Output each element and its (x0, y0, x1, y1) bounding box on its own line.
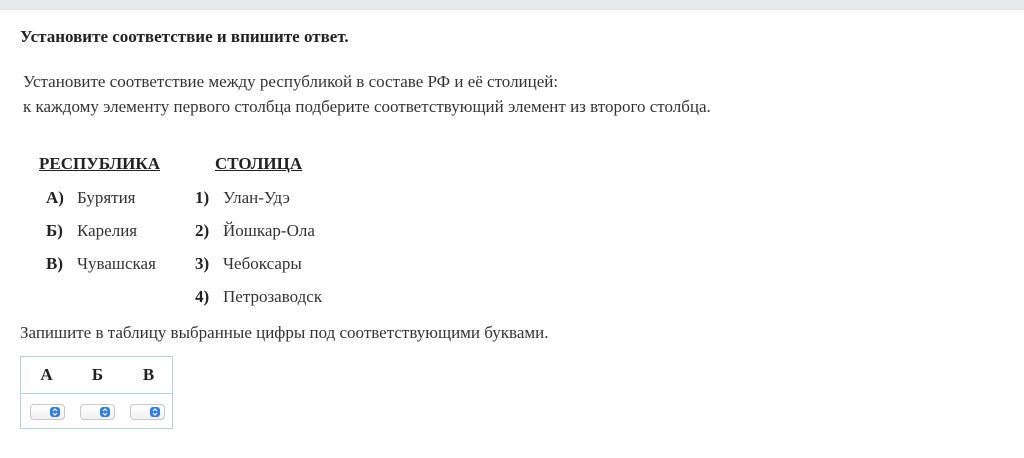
capital-item-4 (195, 287, 322, 307)
republic-item-v (46, 254, 156, 274)
task-header: Установите соответствие и впишите ответ. (20, 27, 349, 46)
republic-item-a (46, 188, 136, 208)
capital-name: Чебоксары (223, 254, 302, 273)
task-instruction (23, 69, 711, 119)
answer-header-v: В (142, 365, 155, 384)
answer-table (20, 356, 173, 429)
capital-column-heading: СТОЛИЦА (215, 154, 303, 173)
republic-name: Чувашская (77, 254, 156, 273)
republic-key: В) (46, 254, 63, 273)
updown-chevron-icon (100, 407, 110, 417)
capital-name: Улан-Удэ (223, 188, 290, 207)
answer-hint: Запишите в таблицу выбранные цифры под соответствующими буквами. (20, 323, 549, 342)
capital-name: Йошкар-Ола (223, 221, 315, 240)
instruction-line-1: Установите соответствие между республикой в составе РФ и её столицей: (23, 72, 559, 91)
capital-key: 1) (195, 188, 210, 207)
capital-item-3 (195, 254, 302, 274)
republic-item-b (46, 221, 137, 241)
updown-chevron-icon (150, 407, 160, 417)
updown-chevron-icon (50, 407, 60, 417)
answer-select-v[interactable] (130, 404, 165, 420)
republic-key: Б) (46, 221, 63, 240)
top-strip (0, 0, 1024, 10)
answer-select-a[interactable] (30, 404, 65, 420)
answer-header-row (21, 357, 172, 394)
capital-key: 3) (195, 254, 210, 273)
republic-key: А) (46, 188, 64, 207)
capital-item-2 (195, 221, 315, 241)
capital-item-1 (195, 188, 290, 208)
republic-name: Карелия (77, 221, 138, 240)
republic-name: Бурятия (77, 188, 136, 207)
capital-key: 2) (195, 221, 210, 240)
capital-name: Петрозаводск (223, 287, 323, 306)
answer-header-b: Б (91, 365, 104, 384)
answer-header-a: А (40, 365, 53, 384)
republic-column-heading: РЕСПУБЛИКА (39, 154, 161, 173)
instruction-line-2: к каждому элементу первого столбца подберите соответствующий элемент из второго столбца. (23, 97, 711, 116)
capital-key: 4) (195, 287, 210, 306)
answer-select-b[interactable] (80, 404, 115, 420)
